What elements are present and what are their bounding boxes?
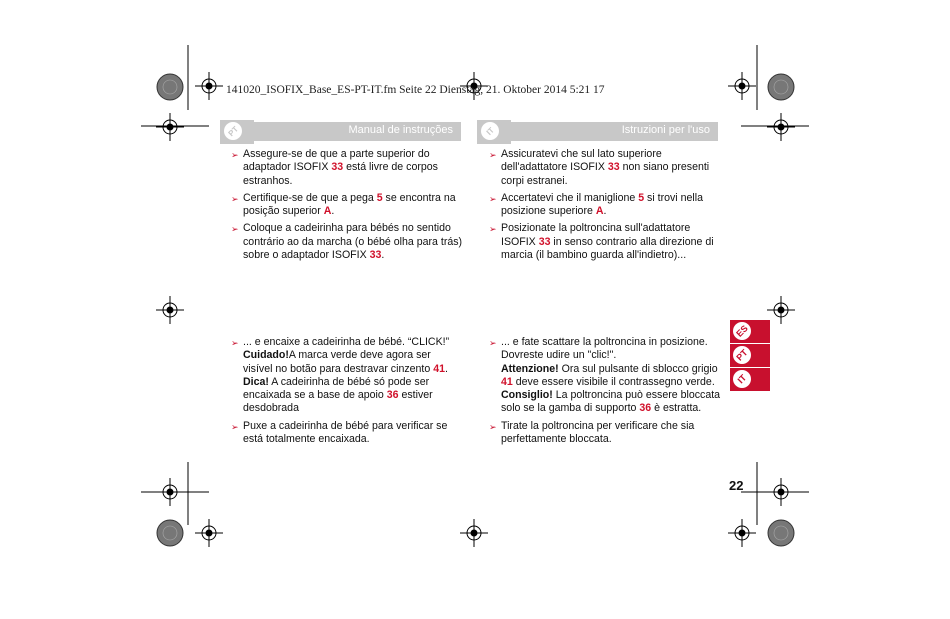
arrow-bullet-icon: ➢ bbox=[489, 421, 497, 432]
pt-instructions-1 bbox=[231, 148, 463, 266]
pt-step-1: ➢ Assegure-se de que a parte superior do adaptador ISOFIX 33 está livre de corpos estranhos. bbox=[231, 148, 438, 187]
file-header: 141020_ISOFIX_Base_ES-PT-IT.fm Seite 22 Dienstag, 21. Oktober 2014 5:21 17 bbox=[226, 84, 605, 96]
side-tab-pt: PT bbox=[730, 344, 770, 367]
it-step-3: ➢ Posizionate la poltroncina sull'adattatore ISOFIX 33 in senso contrario alla direzione di marcia (il bambino guarda all'indietro)... bbox=[489, 222, 714, 262]
it-caution-label: Attenzione! bbox=[501, 362, 559, 375]
arrow-bullet-icon: ➢ bbox=[231, 150, 239, 160]
pt-caution-label: Cuidado! bbox=[243, 349, 289, 362]
pt-instructions-2 bbox=[231, 336, 463, 450]
it-language-tag bbox=[477, 120, 511, 144]
it-instructions-1 bbox=[489, 148, 721, 266]
arrow-bullet-icon: ➢ bbox=[489, 338, 497, 348]
arrow-bullet-icon: ➢ bbox=[231, 338, 239, 348]
it-section-title: Istruzioni per l'uso bbox=[621, 124, 710, 136]
arrow-bullet-icon: ➢ bbox=[489, 150, 497, 160]
it-tag-label: IT bbox=[484, 125, 497, 138]
pt-section-bar bbox=[226, 122, 461, 141]
arrow-bullet-icon: ➢ bbox=[489, 193, 497, 204]
pt-step-3: ➢ Coloque a cadeirinha para bébés no sentido contrário ao da marcha (o bébé olha para trás) sobre o adaptador ISOFIX 33. bbox=[231, 222, 463, 262]
it-instructions-2 bbox=[489, 336, 721, 450]
pt-section-title: Manual de instruções bbox=[348, 124, 453, 136]
arrow-bullet-icon: ➢ bbox=[489, 224, 497, 235]
pt-tip-label: Dica! bbox=[243, 375, 269, 388]
arrow-bullet-icon: ➢ bbox=[231, 193, 239, 204]
it-step-5: ➢ Tirate la poltroncina per verificare che sia perfettamente bloccata. bbox=[489, 419, 695, 446]
it-section-bar bbox=[484, 122, 718, 141]
pt-step-2: ➢ Certifique-se de que a pega 5 se encontra na posição superior A. bbox=[231, 191, 456, 218]
page-number: 22 bbox=[729, 478, 744, 493]
pt-language-tag bbox=[220, 120, 254, 144]
pt-step-5: ➢ Puxe a cadeirinha de bébé para verificar se está totalmente encaixada. bbox=[231, 419, 448, 446]
side-tab-it: IT bbox=[730, 368, 770, 391]
it-tip-label: Consiglio! bbox=[501, 389, 553, 402]
arrow-bullet-icon: ➢ bbox=[231, 224, 239, 235]
it-step-4: ➢ ... e fate scattare la poltroncina in posizione. Dovreste udire un "clic!". Attenzione! Ora sul pulsante di sblocco grigio 41 deve essere visibile il contrassegno verde. Consiglio! La poltroncina può essere bloccata solo se la gamba di supporto 36 è estratta. bbox=[489, 336, 721, 415]
arrow-bullet-icon: ➢ bbox=[231, 421, 239, 432]
it-step-2: ➢ Accertatevi che il maniglione 5 si trovi nella posizione superiore A. bbox=[489, 191, 703, 218]
it-step-1: ➢ Assicuratevi che sul lato superiore dell'adattatore ISOFIX 33 non siano presenti corpi estranei. bbox=[489, 148, 710, 187]
pt-tag-label: PT bbox=[226, 124, 241, 139]
pt-step-4: ➢ ... e encaixe a cadeirinha de bébé. “CLICK!” Cuidado!A marca verde deve agora ser visível no botão para destravar cinzento 41. Dica! A cadeirinha de bébé só pode ser encaixada se a base de apoio 36 estiver desdobrada bbox=[231, 336, 450, 415]
side-tab-es: ES bbox=[730, 320, 770, 343]
